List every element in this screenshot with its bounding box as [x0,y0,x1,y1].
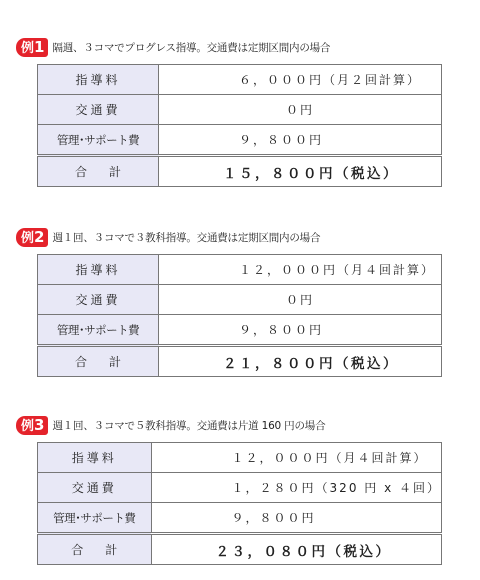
table-row [38,95,442,125]
table-row [38,65,442,95]
total-label: 合計 [38,534,152,565]
row-value: １２，０００円（月４回計算） [159,255,442,285]
example-badge [16,38,48,57]
row-label: 管理･サポート費 [38,503,152,534]
example-description: 週１回、３コマで５教科指導。交通費は片道 160 円の場合 [52,419,326,432]
row-label: 交通費 [38,473,152,503]
row-label: 管理･サポート費 [38,315,159,346]
badge-prefix: 例 [21,40,35,56]
example-description: 隔週、３コマでプログレス指導。交通費は定期区間内の場合 [52,41,331,54]
table-row [38,443,442,473]
fee-table [37,64,442,187]
total-row [38,346,442,377]
table-row [38,473,442,503]
total-value: １５，８００円（税込） [159,156,442,187]
total-row [38,534,442,565]
row-value: ０円 [159,95,442,125]
row-value: ９，８００円 [151,503,441,534]
table-row [38,125,442,156]
row-label: 指導料 [38,65,159,95]
total-value: ２３，０８０円（税込） [151,534,441,565]
row-value: ９，８００円 [159,125,442,156]
total-value: ２１，８００円（税込） [159,346,442,377]
example-badge [16,228,48,247]
table-row [38,255,442,285]
total-row [38,156,442,187]
badge-number: 2 [34,227,45,246]
row-value: １，２８０円（320 円 x ４回） [151,473,441,503]
row-value: ０円 [159,285,442,315]
badge-prefix: 例 [21,418,35,434]
row-value: ６，０００円（月２回計算） [159,65,442,95]
table-row [38,285,442,315]
example-badge [16,416,48,435]
fee-table [37,442,442,565]
fee-table [37,254,442,377]
total-label: 合計 [38,156,159,187]
table-row [38,315,442,346]
row-label: 指導料 [38,255,159,285]
row-value: ９，８００円 [159,315,442,346]
row-label: 交通費 [38,95,159,125]
example-3-header [16,414,325,436]
row-value: １２，０００円（月４回計算） [151,443,441,473]
row-label: 指導料 [38,443,152,473]
total-label: 合計 [38,346,159,377]
badge-prefix: 例 [21,230,35,246]
table-row [38,503,442,534]
badge-number: 1 [34,37,45,56]
example-1-header [16,36,330,58]
badge-number: 3 [34,415,45,434]
row-label: 管理･サポート費 [38,125,159,156]
example-2-header [16,226,320,248]
row-label: 交通費 [38,285,159,315]
example-description: 週１回、３コマで３教科指導。交通費は定期区間内の場合 [52,231,321,244]
